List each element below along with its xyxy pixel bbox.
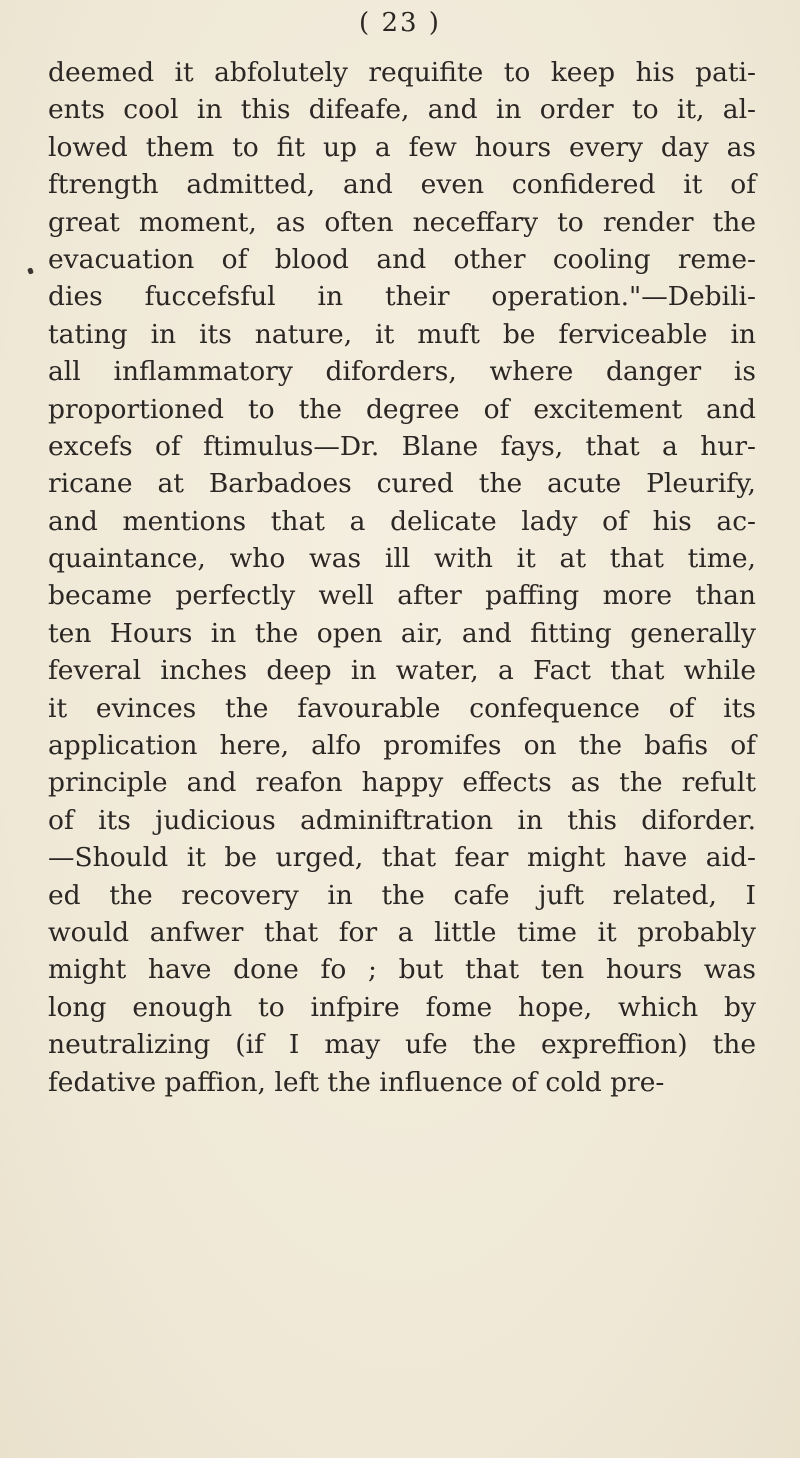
body-text: [48, 54, 756, 1101]
margin-mark: [27, 267, 34, 274]
text-line: proportioned to the degree of excitement and: [48, 393, 756, 425]
text-line: ftrength admitted, and even confidered it of: [48, 169, 756, 201]
text-line: it evinces the favourable confequence of its: [48, 692, 756, 724]
text-line: became perfectly well after paffing more than: [48, 580, 756, 612]
text-line: might have done fo ; but that ten hours was: [48, 954, 756, 986]
text-line: and mentions that a delicate lady of his ac-: [48, 505, 756, 537]
text-line: ed the recovery in the cafe juft related, I: [48, 879, 756, 911]
text-line: all inflammatory diforders, where danger is: [48, 356, 756, 388]
text-line: ten Hours in the open air, and fitting generally: [48, 617, 756, 649]
text-line: tating in its nature, it muft be ferviceable in: [48, 318, 756, 350]
text-line: fedative paffion, left the influence of cold pre-: [48, 1066, 665, 1098]
text-line: principle and reafon happy effects as the refult: [48, 767, 756, 799]
text-line: feveral inches deep in water, a Fact that while: [48, 655, 756, 687]
page-number: ( 23 ): [359, 8, 441, 38]
text-line: great moment, as often neceffary to render the: [48, 206, 756, 238]
text-line: ricane at Barbadoes cured the acute Pleurify,: [48, 468, 756, 500]
text-line: application here, alfo promifes on the bafis of: [48, 730, 756, 762]
text-line: dies fuccefsful in their operation."—Debili-: [48, 281, 756, 313]
text-line: would anfwer that for a little time it probably: [48, 916, 756, 948]
text-line: of its judicious adminiftration in this diforder.: [48, 804, 756, 836]
text-line: evacuation of blood and other cooling reme-: [48, 243, 756, 275]
text-line: —Should it be urged, that fear might have aid-: [48, 842, 756, 874]
text-line: deemed it abfolutely requifite to keep his pati-: [48, 57, 756, 88]
text-line: neutralizing (if I may ufe the expreffion) the: [48, 1029, 756, 1061]
text-line: long enough to infpire fome hope, which by: [48, 991, 756, 1023]
text-line: excefs of ftimulus—Dr. Blane fays, that a hur-: [48, 430, 756, 462]
text-line: ents cool in this difeafe, and in order to it, al-: [48, 94, 756, 126]
text-line: quaintance, who was ill with it at that time,: [48, 543, 756, 575]
text-line: lowed them to fit up a few hours every day as: [48, 131, 756, 163]
